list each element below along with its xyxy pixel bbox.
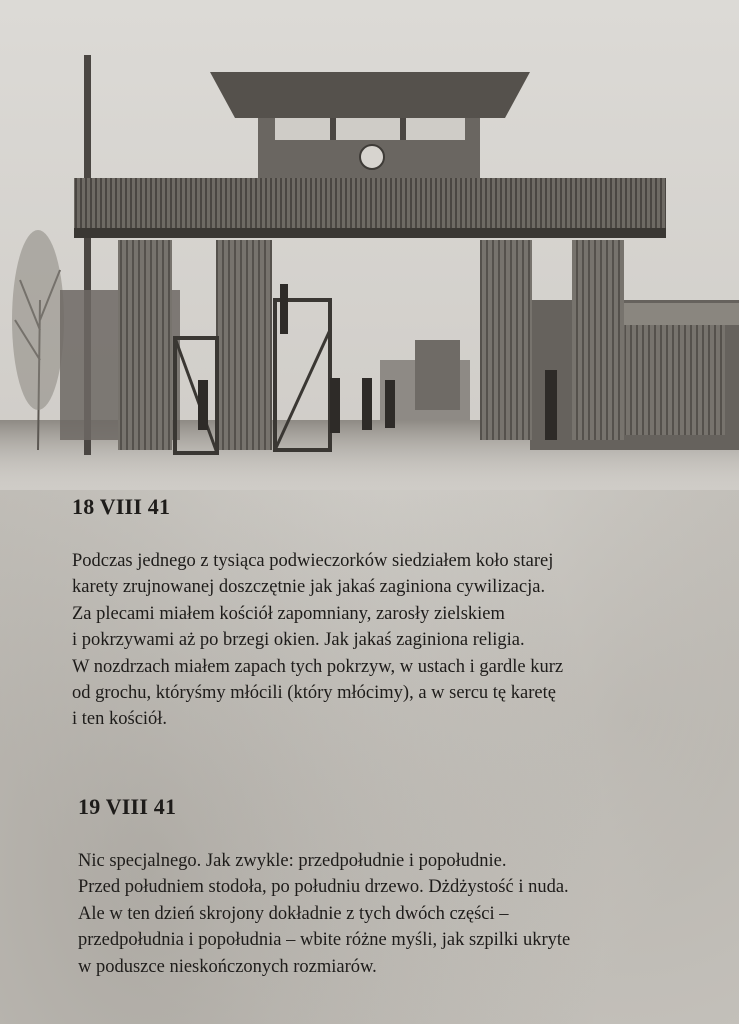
entry-date: 19 VIII 41 xyxy=(78,794,177,819)
entry-date: 18 VIII 41 xyxy=(72,494,171,519)
text-line: Ale w ten dzień skrojony dokładnie z tych dwóch części – xyxy=(78,903,509,924)
text-line: w poduszce nieskończonych rozmiarów. xyxy=(78,956,377,977)
diary-entry xyxy=(78,794,678,980)
camp-gate-image xyxy=(0,0,739,490)
camp-gate-photo xyxy=(0,0,739,490)
diary-entry xyxy=(72,494,672,733)
text-line: Za plecami miałem kościół zapomniany, zarosły zielskiem xyxy=(72,603,505,624)
entry-text xyxy=(72,548,672,733)
text-line: Podczas jednego z tysiąca podwieczorków siedziałem koło starej xyxy=(72,551,554,571)
text-line: i ten kościół. xyxy=(72,709,168,730)
text-line: i pokrzywami aż po brzegi okien. Jak jakaś zaginiona religia. xyxy=(72,630,525,651)
entry-text xyxy=(78,848,678,980)
text-line: przedpołudnia i popołudnia – wbite różne myśli, jak szpilki ukryte xyxy=(78,930,571,951)
text-line: od grochu, któryśmy młócili (który młócimy), a w sercu tę karetę xyxy=(72,683,556,704)
text-line: Przed południem stodoła, po południu drzewo. Dżdżystość i nuda. xyxy=(78,877,569,898)
text-line: karety zrujnowanej doszczętnie jak jakaś zaginiona cywilizacja. xyxy=(72,577,546,598)
text-line: Nic specjalnego. Jak zwykle: przedpołudnie i popołudnie. xyxy=(78,851,507,871)
text-line: W nozdrzach miałem zapach tych pokrzyw, w ustach i gardle kurz xyxy=(72,656,564,677)
